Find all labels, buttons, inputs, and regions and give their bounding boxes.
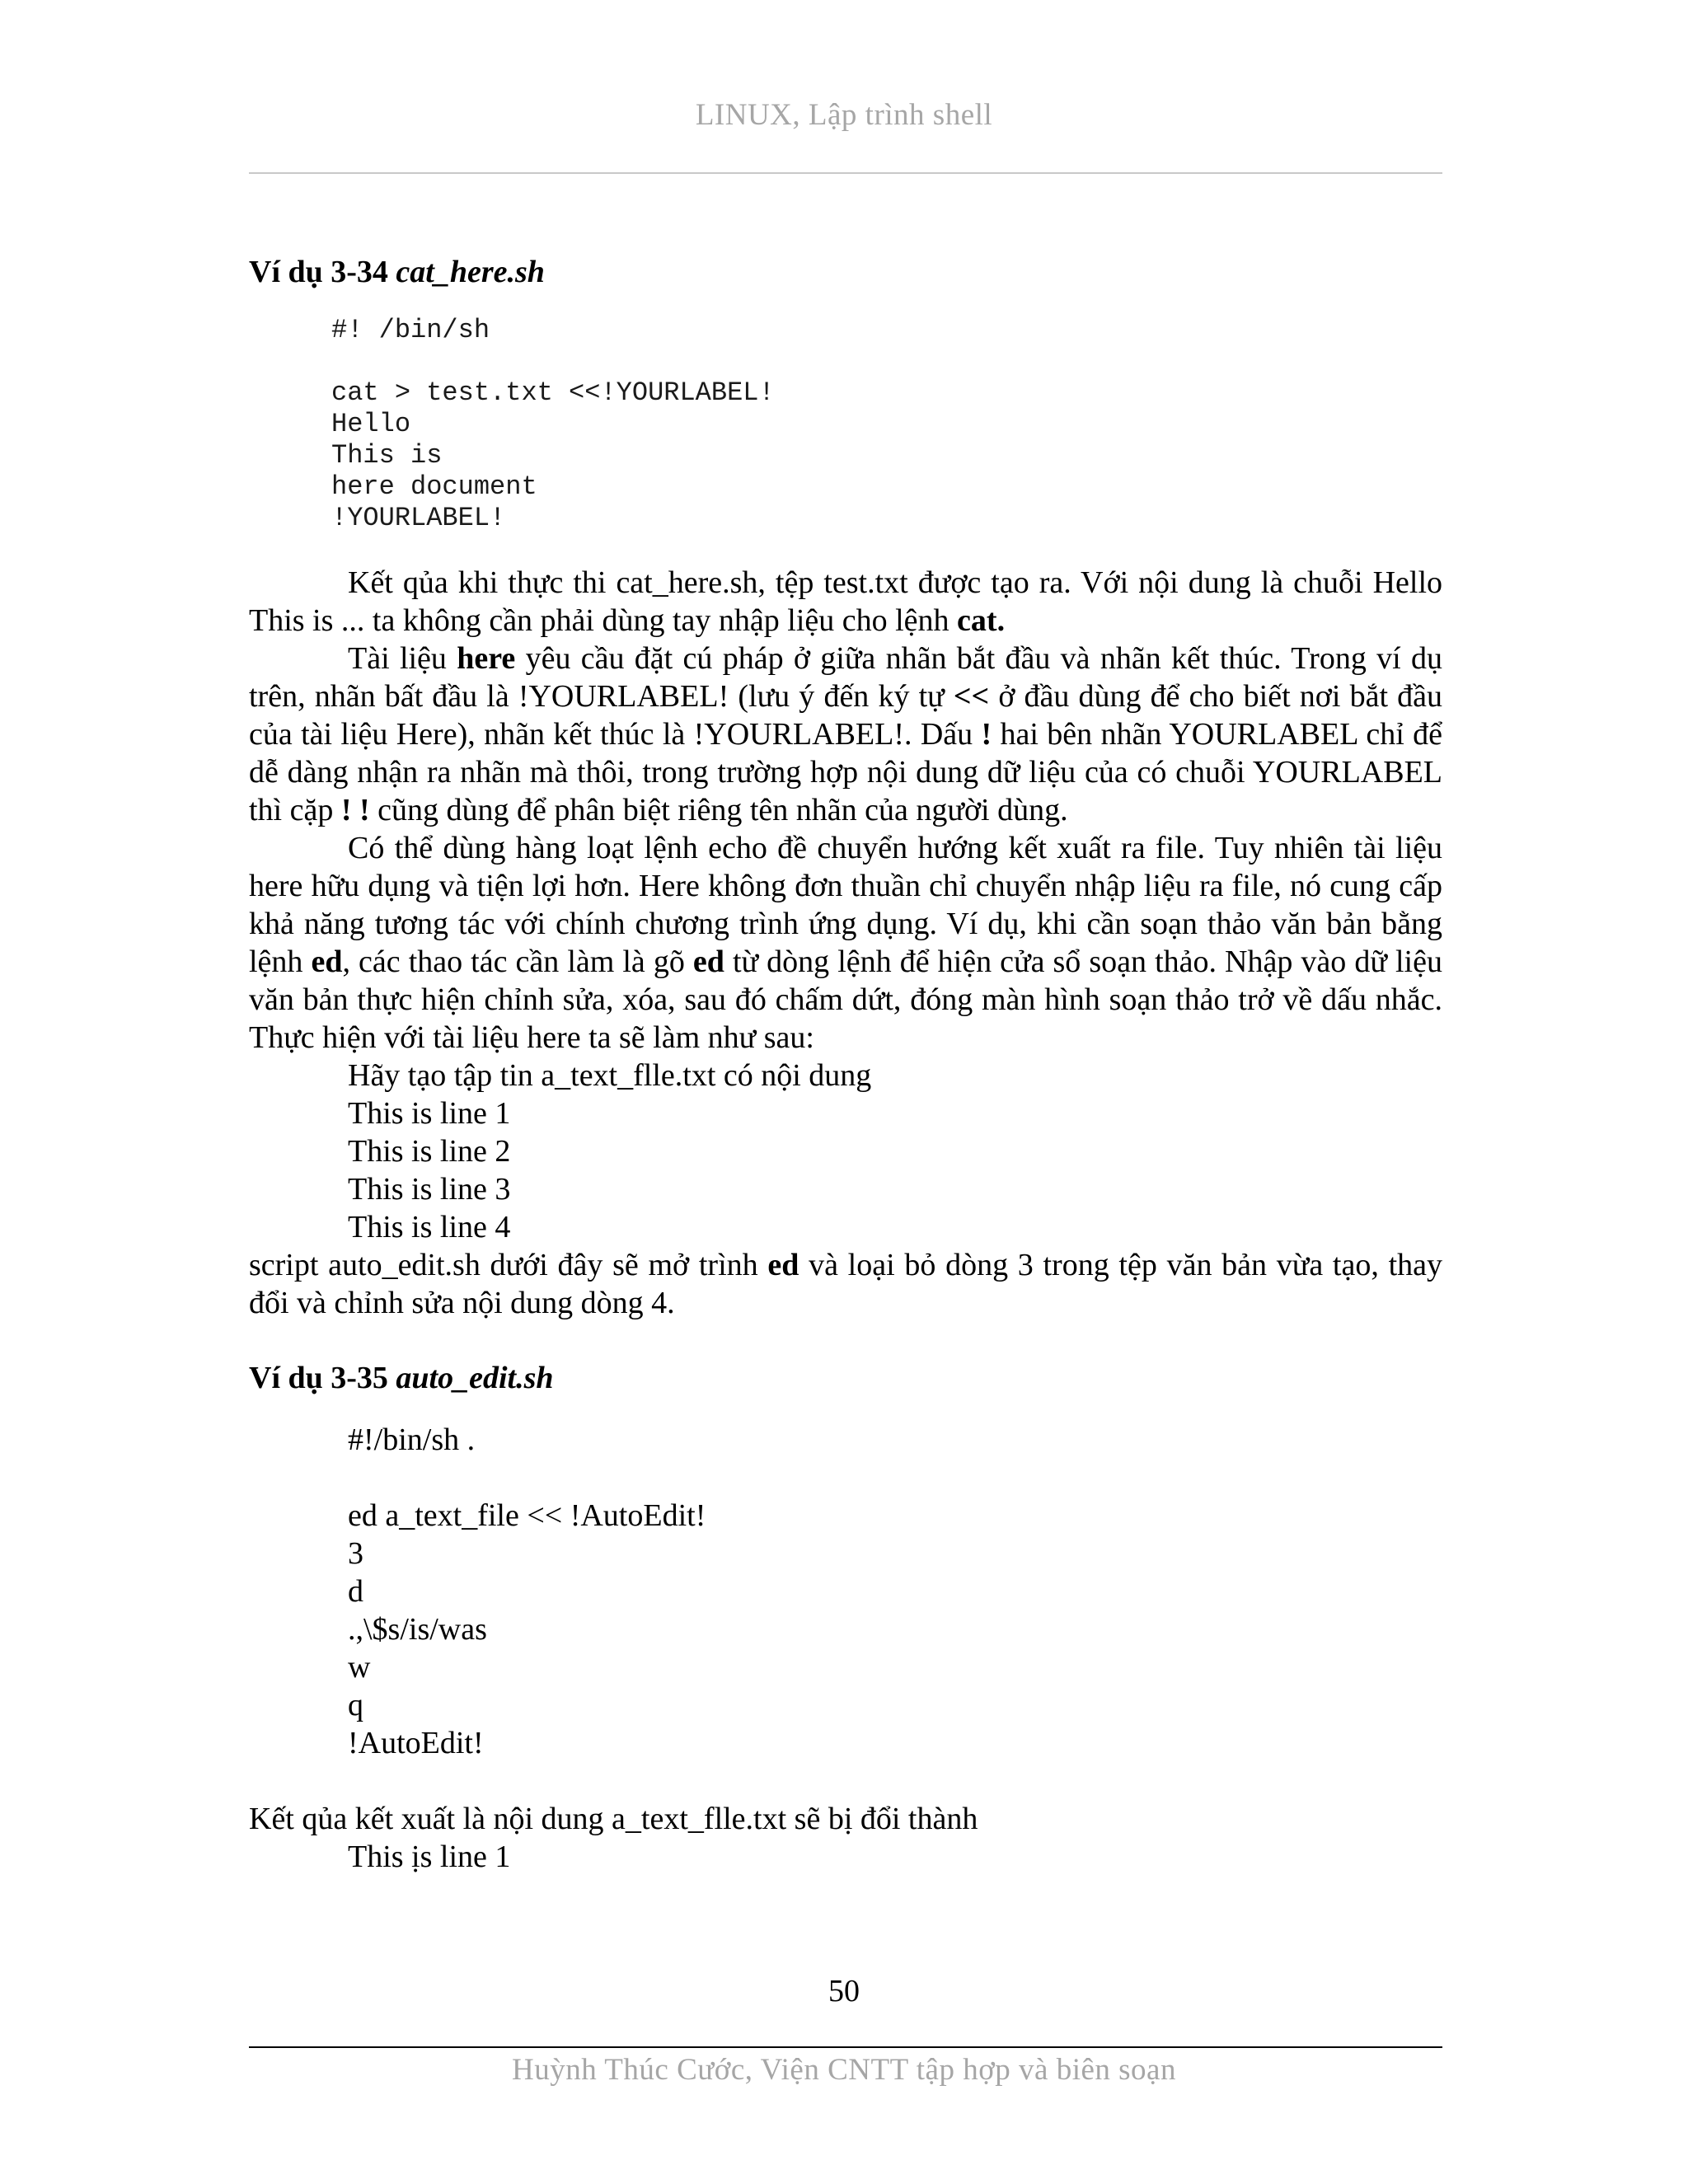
paragraph-text: script auto_edit.sh dưới đây sẽ mở trình <box>249 1248 768 1282</box>
code-line: here document <box>331 471 537 502</box>
running-header: LINUX, Lập trình shell <box>695 98 993 132</box>
example-title-3-34 <box>249 247 1442 297</box>
file-line: This is line 4 <box>348 1210 511 1244</box>
example-label: Ví dụ 3-34 <box>249 255 396 289</box>
paragraph-result-cat <box>249 564 1442 640</box>
code-line: #! /bin/sh <box>331 315 490 345</box>
bold-term: cat. <box>957 603 1006 638</box>
code-block-auto-edit <box>249 1421 1442 1762</box>
file-line: This is line 3 <box>348 1172 511 1207</box>
code-line <box>348 1459 1442 1497</box>
page-number: 50 <box>828 1974 860 2008</box>
bold-term: ed <box>692 944 724 979</box>
code-line: !AutoEdit! <box>348 1726 484 1760</box>
paragraph-text: yêu cầu đặt cú pháp ở giữa nhãn bắt đầu và nhãn kết thúc. Trong ví dụ trên, nhãn bất đầu là !YOURLABEL! (lưu ý đến ký tự <box>249 641 1442 714</box>
paragraph-text: từ dòng lệnh để hiện cửa sổ soạn thảo. Nhập vào dữ liệu văn bản thực hiện chỉnh sửa, xóa, sau đó chấm dứt, đóng màn hình soạn thảo trở về dấu nhắc. Thực hiện với tài liệu here ta sẽ làm như sau: <box>249 944 1442 1055</box>
paragraph-text: cũng dùng để phân biệt riêng tên nhãn của người dùng. <box>369 793 1068 827</box>
file-line: Hãy tạo tập tin a_text_flle.txt có nội dung <box>348 1058 872 1093</box>
running-footer: Huỳnh Thúc Cước, Viện CNTT tập hợp và biên soạn <box>512 2053 1176 2087</box>
file-line: This is line 1 <box>348 1096 511 1131</box>
file-content-lines <box>249 1057 1442 1246</box>
code-line: ed a_text_file << !AutoEdit! <box>348 1498 706 1533</box>
bold-term: here <box>457 641 516 676</box>
paragraph-auto-edit-intro <box>249 1246 1442 1322</box>
code-line: w <box>348 1650 371 1685</box>
paragraph-text: , các thao tác cần làm là gõ <box>342 944 693 979</box>
code-block-cat-here <box>249 315 1442 534</box>
header-rule <box>249 172 1442 174</box>
file-line: This is line 2 <box>348 1134 511 1169</box>
paragraph-text: Kết qủa khi thực thi cat_here.sh, tệp test.txt được tạo ra. Với nội dung là chuỗi Hello This is ... ta không cần phải dùng tay nhập liệu cho lệnh <box>249 565 1442 638</box>
paragraph-here-usage <box>249 829 1442 1057</box>
code-line: This is <box>331 440 443 471</box>
code-line: d <box>348 1574 363 1609</box>
code-line: !YOURLABEL! <box>331 503 506 533</box>
code-line: #!/bin/sh . <box>348 1422 476 1457</box>
bold-term: ! <box>981 717 992 752</box>
code-line <box>331 346 1442 377</box>
paragraph-text: ở đầu dùng để cho biết nơi bắt đầu của tài liệu Here), nhãn kết thúc là !YOURLABEL!. Dấu <box>249 679 1443 752</box>
example-filename: cat_here.sh <box>396 255 545 289</box>
bold-term: ed <box>767 1248 799 1282</box>
code-line: .,\$s/is/was <box>348 1612 487 1647</box>
footer-rule <box>249 2046 1442 2048</box>
paragraph-here-syntax <box>249 640 1442 829</box>
example-filename: auto_edit.sh <box>396 1361 554 1395</box>
paragraph-text: Tài liệu <box>348 641 457 676</box>
code-line: q <box>348 1688 363 1722</box>
paragraph-result-auto-edit: Kết qủa kết xuất là nội dung a_text_flle.txt sẽ bị đổi thành <box>249 1802 978 1836</box>
bold-term: ed <box>311 944 343 979</box>
bold-term: << <box>953 679 990 714</box>
paragraph-text: và loại bỏ dòng 3 trong tệp văn bản vừa tạo, thay đổi và chỉnh sửa nội dung dòng 4. <box>249 1248 1442 1320</box>
page-content <box>249 247 1442 1876</box>
code-line: 3 <box>348 1536 363 1571</box>
code-line: cat > test.txt <<!YOURLABEL! <box>331 377 775 408</box>
bold-term: ! ! <box>340 793 370 827</box>
code-line: Hello <box>331 409 411 439</box>
result-line: This ịs line 1 <box>348 1840 511 1874</box>
example-label: Ví dụ 3-35 <box>249 1361 396 1395</box>
paragraph-text: hai bên nhãn YOURLABEL chỉ để dễ dàng nhận ra nhãn mà thôi, trong trường hợp nội dung dữ liệu của có chuỗi YOURLABEL thì cặp <box>249 717 1443 827</box>
paragraph-text: Có thể dùng hàng loạt lệnh echo đề chuyển hướng kết xuất ra file. Tuy nhiên tài liệu here hữu dụng và tiện lợi hơn. Here không đơn thuần chỉ chuyển nhập liệu ra file, nó cung cấp khả năng tương tác với chính chương trình ứng dụng. Ví dụ, khi cần soạn thảo văn bản bằng lệnh <box>249 831 1442 979</box>
example-title-3-35 <box>249 1353 1442 1403</box>
